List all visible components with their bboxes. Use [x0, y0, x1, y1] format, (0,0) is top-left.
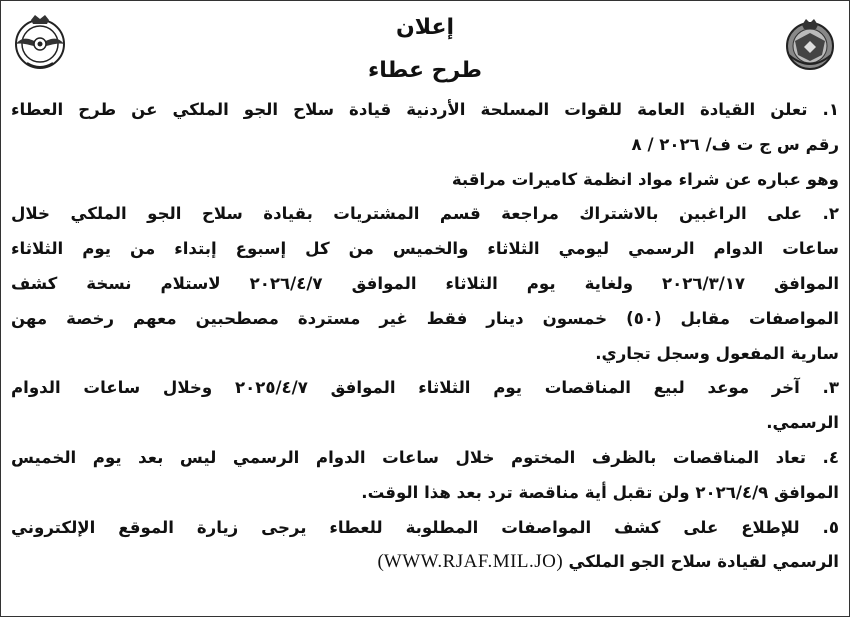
website-url: (WWW.RJAF.MIL.JO)	[377, 551, 563, 573]
body-line-last	[11, 545, 839, 580]
body-line: ١. تعلن القيادة العامة للقوات المسلحة الأردنية قيادة سلاح الجو الملكي عن طرح العطاء	[11, 100, 839, 119]
body-line: ساعات الدوام الرسمي ليومي الثلاثاء والخميس من كل إسبوع إبتداء من يوم الثلاثاء	[11, 239, 839, 259]
body-line: ٤. تعاد المناقصات بالظرف المختوم خلال ساعات الدوام الرسمي ليس بعد يوم الخميس	[11, 447, 839, 467]
body-line-text: الرسمي لقيادة سلاح الجو الملكي	[568, 552, 839, 572]
body-line: سارية المفعول وسجل تجاري.	[595, 343, 839, 363]
body-line: ٣. آخر موعد لبيع المناقصات يوم الثلاثاء الموافق ٢٠٢٥/٤/٧ وخلال ساعات الدوام	[11, 378, 839, 398]
body-line: ٥. للإطلاع على كشف المواصفات المطلوبة للعطاء يرجى زيارة الموقع الإلكتروني	[11, 517, 839, 537]
page-title: إعلان	[395, 15, 455, 40]
body-line: الرسمي.	[766, 413, 839, 433]
body-line: الموافق ٢٠٢٦/٤/٩ ولن تقبل أية مناقصة ترد بعد هذا الوقت.	[361, 482, 839, 502]
body-line: رقم س ج ت ف/ ٢٠٢٦ / ٨	[631, 134, 839, 154]
announcement-body	[11, 93, 839, 580]
body-line: المواصفات مقابل (٥٠) خمسون دينار فقط غير مستردة مصطحبين معهم رخصة مهن	[11, 308, 839, 328]
body-line: الموافق ٢٠٢٦/٣/١٧ ولغاية يوم الثلاثاء الموافق ٢٠٢٦/٤/٧ لاستلام نسخة كشف	[11, 273, 840, 293]
page-subtitle: طرح عطاء	[368, 58, 482, 83]
body-line: وهو عباره عن شراء مواد انظمة كاميرات مراقبة	[451, 169, 839, 189]
body-line: ٢. على الراغبين بالاشتراك مراجعة قسم المشتريات بقيادة سلاح الجو الملكي خلال	[11, 204, 839, 224]
